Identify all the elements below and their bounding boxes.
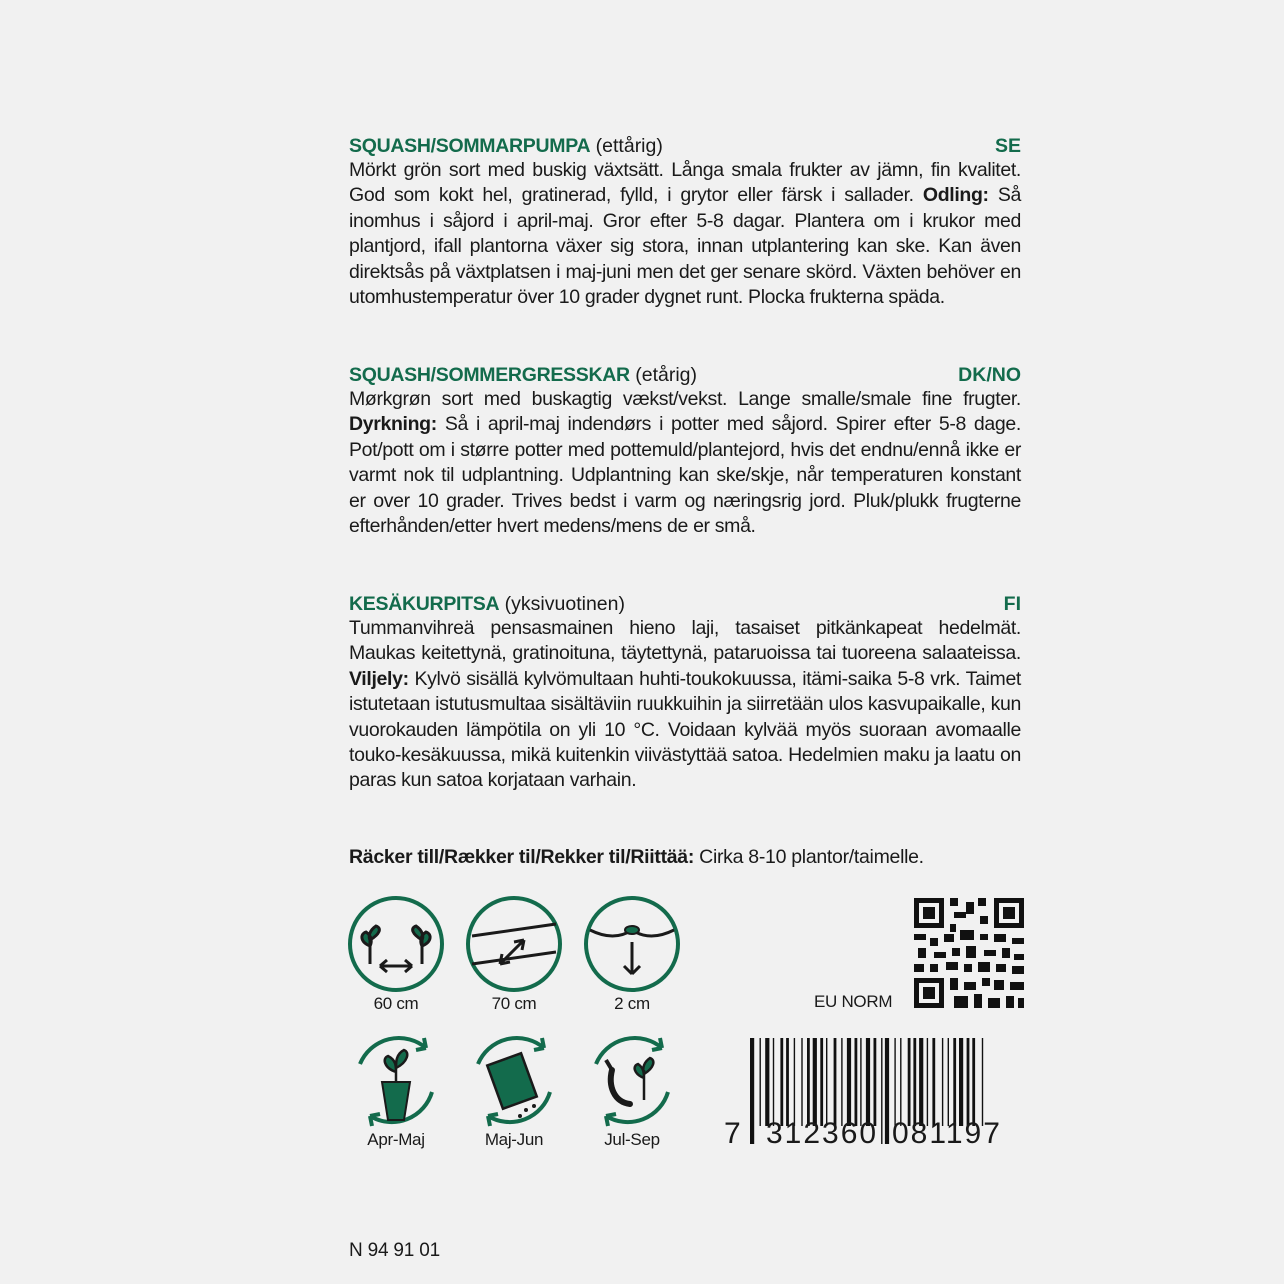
- plant-spacing-icon: [346, 894, 446, 994]
- harvest-icon: [582, 1030, 682, 1130]
- sow-indoors-icon: [346, 1030, 446, 1130]
- barcode-left-digits: 312360: [766, 1117, 879, 1150]
- language-code: DK/NO: [958, 364, 1021, 386]
- barcode-first-digit: 7: [724, 1117, 743, 1150]
- section-note: (yksivuotinen): [504, 593, 625, 615]
- section-title: KESÄKURPITSA: [349, 593, 500, 615]
- sow-depth-label: 2 cm: [614, 994, 650, 1013]
- product-code: N 94 91 01: [349, 1240, 440, 1261]
- plant-spacing-label: 60 cm: [373, 994, 419, 1013]
- section-title: SQUASH/SOMMERGRESSKAR: [349, 364, 630, 386]
- bold-label: Odling:: [922, 184, 989, 207]
- language-code: SE: [994, 135, 1021, 157]
- section-dk-no: [349, 363, 1021, 539]
- section-title: SQUASH/SOMMARPUMPA: [349, 135, 591, 157]
- plant-period-label: Maj-Jun: [484, 1130, 544, 1149]
- sow-depth-icon: [582, 894, 682, 994]
- barcode-right-digits: 081197: [892, 1117, 1002, 1150]
- language-code: FI: [1003, 593, 1021, 615]
- qr-code-icon: [914, 898, 1024, 1008]
- coverage-line: [349, 846, 924, 869]
- row-spacing-icon: [464, 894, 564, 994]
- section-header: [349, 592, 1021, 616]
- row-spacing-label: 70 cm: [491, 994, 537, 1013]
- bold-label: Dyrkning:: [349, 413, 437, 436]
- harvest-period-label: Jul-Sep: [604, 1130, 660, 1149]
- seed-packet-icon: [464, 1030, 564, 1130]
- bold-label: Viljely:: [349, 667, 409, 690]
- section-note: (ettårig): [595, 135, 663, 157]
- coverage-label: Räcker till/Rækker til/Rekker til/Riittää:: [349, 846, 695, 868]
- eu-norm-label: EU NORM: [814, 992, 893, 1011]
- section-fi: [349, 592, 1021, 794]
- section-header: [349, 363, 1021, 387]
- coverage-value: Cirka 8-10 plantor/taimelle.: [699, 846, 924, 868]
- section-body: Tummanvihreä pensasmainen hieno laji, tasaiset pitkänkapeat hedelmät. Maukas keitettynä, gratinoituna, täytettynä, pataruoissa tai tuoreena salaateissa. Viljely: Kylvö sisällä kylvömultaan huhti-toukokuussa, itämi-saika 5-8 vrk. Taimet istutetaan istutusmultaa sisältäviin ruukkuihin ja siirretään ulos kasvupaikalle, kun vuorokauden lämpötila on yli 10 °C. Voidaan kylvää myös suoraan avomaalle touko-kesäkuussa, mikä kuitenkin viivästyttää satoa. Hedelmien maku ja laatu on paras kun satoa korjataan varhain.: [349, 617, 1022, 792]
- section-se: [349, 134, 1021, 310]
- section-body: Mørkgrøn sort med buskagtig vækst/vekst. Lange smalle/smale fine frugter. Dyrkning: Så i april-maj indendørs i potter med såjord. Spirer efter 5-8 dage. Pot/pott om i større potter med pottemuld/plantejord, hvis det endnu/ennå ikke er varmt nok til udplantning. Udplantning kan ske/skje, når temperaturen konstant er over 10 grader. Trives bedst i varm og næringsrig jord. Pluk/plukk frugterne efterhånden/etter hvert medens/mens de er små.: [349, 388, 1021, 538]
- section-body: Mörkt grön sort med buskig växtsätt. Långa smala frukter av jämn, fin kvalitet. God som kokt hel, gratinerad, fylld, i grytor eller färsk i sallader. Odling: Så inomhus i såjord i april-maj. Gror efter 5-8 dagar. Plantera om i krukor med plantjord, ifall plantorna växer sig stora, innan utplantering kan ske. Kan även direktsås på växtplatsen i maj-juni men det ger senare skörd. Växten behöver en utomhustemperatur över 10 grader dygnet runt. Plocka frukterna späda.: [349, 159, 1021, 309]
- section-note: (etårig): [635, 364, 698, 386]
- section-header: [349, 134, 1021, 158]
- sow-period-label: Apr-Maj: [367, 1130, 425, 1149]
